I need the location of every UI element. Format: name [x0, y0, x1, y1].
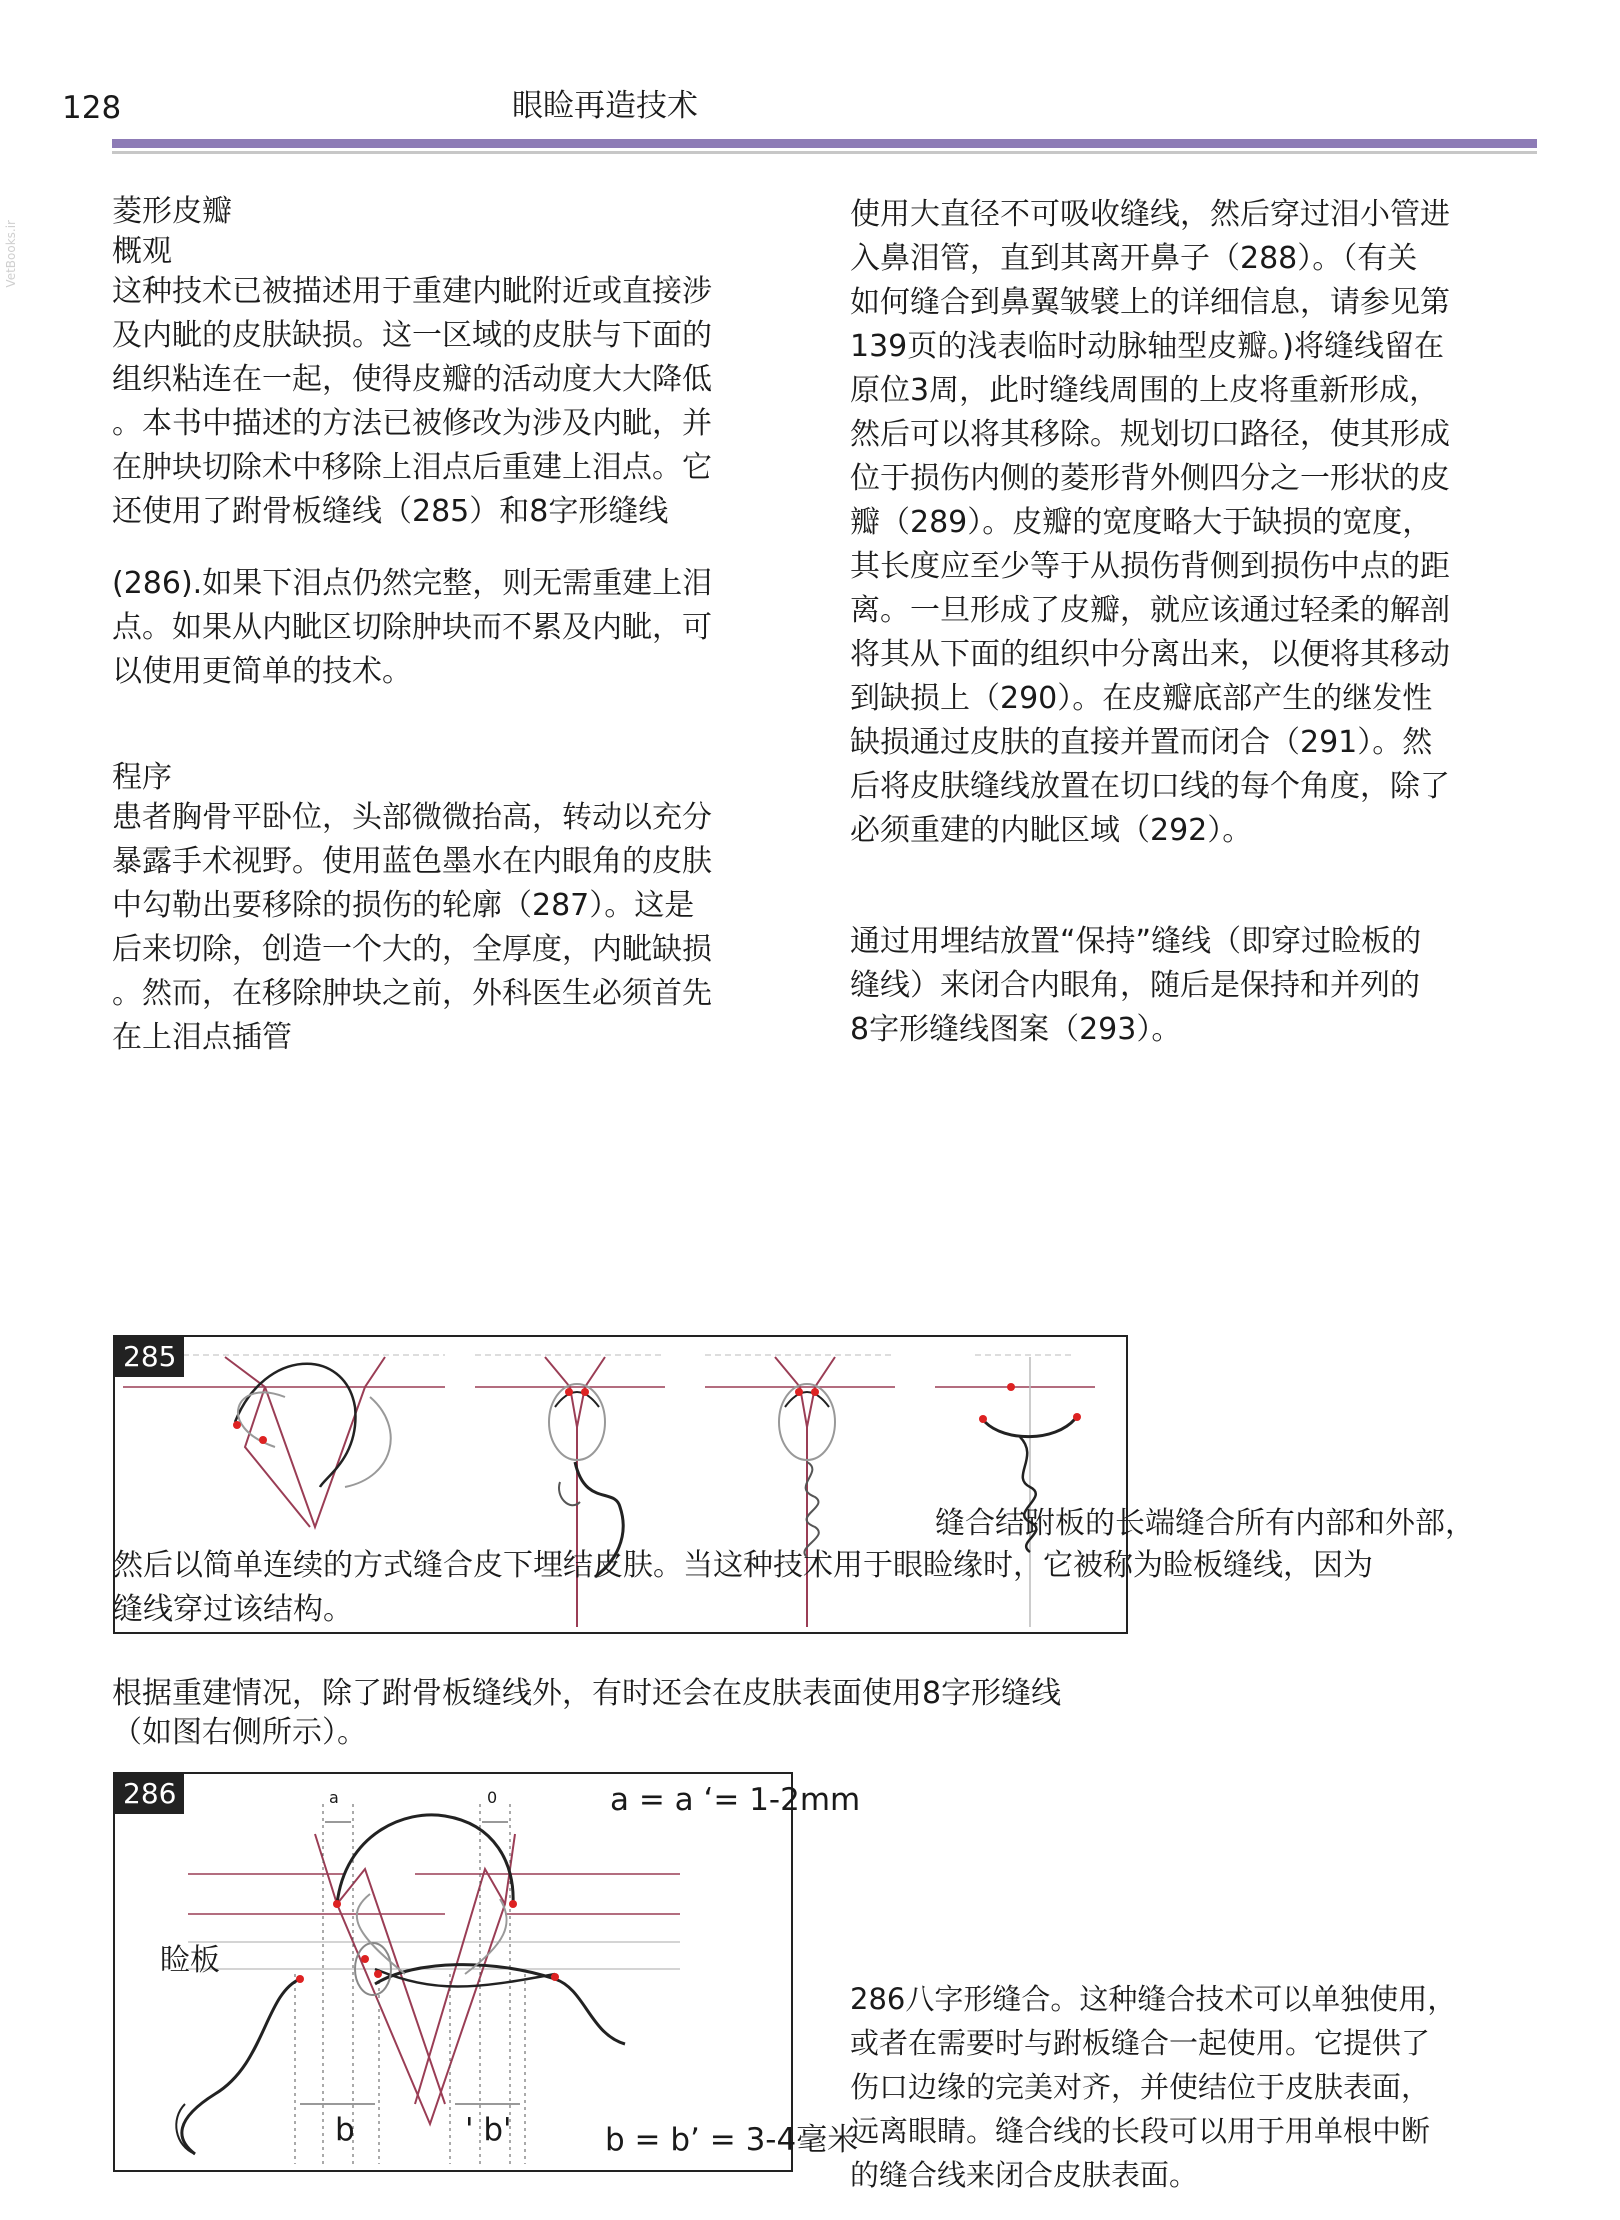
paragraph-line: 8字形缝线图案（293）。: [850, 1012, 1182, 1047]
figure-caption-line: 缝线穿过该结构。: [113, 1592, 353, 1627]
paragraph-line: 通过用埋结放置“保持”缝线（即穿过睑板的: [850, 924, 1422, 959]
paragraph-line: 缝线）来闭合内眼角，随后是保持和并列的: [850, 968, 1420, 1003]
paragraph-line: 后将皮肤缝线放置在切口线的每个角度，除了: [850, 769, 1450, 804]
paragraph-line: 组织粘连在一起，使得皮瓣的活动度大大降低: [112, 362, 712, 397]
paragraph-line: 必须重建的内眦区域（292）。: [850, 813, 1253, 848]
caption-line: 286八字形缝合。这种缝合技术可以单独使用，: [850, 1982, 1457, 2016]
paragraph-line: 139页的浅表临时动脉轴型皮瓣。)将缝线留在: [850, 329, 1444, 364]
page-number: 128: [62, 90, 122, 126]
right-column-para1: [850, 193, 1530, 853]
paragraph-line: 暴露手术视野。使用蓝色墨水在内眼角的皮肤: [112, 844, 712, 879]
running-title: 眼睑再造技术: [512, 88, 698, 124]
paragraph-line: 以使用更简单的技术。: [112, 654, 412, 689]
figure-286: [113, 1772, 861, 2172]
caption-line: 远离眼睛。缝合线的长段可以用于用单根中断: [850, 2114, 1431, 2148]
caption-line: 的缝合线来闭合皮肤表面。: [850, 2158, 1199, 2192]
dimension-label-a-prime: 0: [487, 1788, 498, 1807]
paragraph-line: 在肿块切除术中移除上泪点后重建上泪点。它: [112, 450, 712, 485]
caption-line: 伤口边缘的完美对齐，并使结位于皮肤表面，: [850, 2070, 1431, 2104]
paragraph-line: 瓣（289）。皮瓣的宽度略大于缺损的宽度，: [850, 505, 1433, 540]
header-rule: [112, 139, 1537, 148]
paragraph-line: 还使用了跗骨板缝线（285）和8字形缝线: [112, 494, 669, 529]
eyelid-label: 睑板: [160, 1943, 220, 1978]
paragraph-line: 到缺损上（290）。在皮瓣底部产生的继发性: [850, 681, 1433, 716]
header-rule-shadow: [112, 151, 1537, 154]
paragraph-line: 其长度应至少等于从损伤背侧到损伤中点的距: [850, 549, 1450, 584]
section-heading: 程序: [112, 760, 172, 795]
figure-label: 285: [115, 1337, 184, 1377]
paragraph-line: 中勾勒出要移除的损伤的轮廓（287）。这是: [112, 888, 695, 923]
paragraph-line: 及内眦的皮肤缺损。这一区域的皮肤与下面的: [112, 318, 712, 353]
mid-text: [112, 1672, 1412, 1750]
formula-a: a = a ‘= 1-2mm: [610, 1782, 861, 1818]
paragraph-line: （如图右侧所示）。: [112, 1715, 367, 1750]
paragraph-line: 这种技术已被描述用于重建内眦附近或直接涉: [112, 274, 712, 309]
paragraph-line: 点。如果从内眦区切除肿块而不累及内眦，可: [112, 610, 712, 645]
paragraph-line: 缺损通过皮肤的直接并置而闭合（291）。然: [850, 725, 1433, 760]
dimension-label-b: b: [335, 2112, 355, 2148]
left-column-top: [112, 190, 792, 534]
paragraph-line: 在上泪点插管: [112, 1020, 292, 1055]
figure-caption-line: 缝合结跗板的长端缝合所有内部和外部，: [935, 1506, 1475, 1541]
figure-caption-line: 然后以简单连续的方式缝合皮下埋结皮肤。当这种技术用于眼睑缘时，它被称为睑板缝线，因为: [113, 1548, 1373, 1583]
formula-b: b = b’ = 3-4毫米: [605, 2122, 859, 2158]
paragraph-line: 使用大直径不可吸收缝线，然后穿过泪小管进: [850, 197, 1450, 232]
section-heading: 菱形皮瓣: [112, 194, 232, 229]
left-column-procedure: [112, 760, 792, 1060]
paragraph-line: 如何缝合到鼻翼皱襞上的详细信息，请参见第: [850, 285, 1450, 320]
paragraph-line: 患者胸骨平卧位，头部微微抬高，转动以充分: [112, 800, 712, 835]
figure-286-caption: [850, 1977, 1530, 2197]
paragraph-line: 后来切除，创造一个大的，全厚度，内眦缺损: [112, 932, 712, 967]
left-column-para2: [112, 562, 792, 694]
paragraph-line: 入鼻泪管，直到其离开鼻子（288）。（有关: [850, 241, 1418, 276]
caption-line: 或者在需要时与跗板缝合一起使用。它提供了: [850, 2026, 1431, 2060]
right-column-para2: [850, 920, 1530, 1052]
paragraph-line: 根据重建情况，除了跗骨板缝线外，有时还会在皮肤表面使用8字形缝线: [112, 1676, 1062, 1711]
dimension-label-a: a: [329, 1788, 339, 1807]
figure-285: [113, 1335, 1475, 1634]
paragraph-line: 位于损伤内侧的菱形背外侧四分之一形状的皮: [850, 461, 1450, 496]
paragraph-line: 原位3周，此时缝线周围的上皮将重新形成，: [850, 373, 1440, 408]
paragraph-line: 。本书中描述的方法已被修改为涉及内眦，并: [112, 406, 712, 441]
paragraph-line: 将其从下面的组织中分离出来，以便将其移动: [850, 637, 1450, 672]
figure-label: 286: [115, 1774, 184, 1814]
dimension-label-b-prime: ' b': [465, 2112, 512, 2148]
paragraph-line: 然后可以将其移除。规划切口路径，使其形成: [850, 417, 1450, 452]
paragraph-line: (286).如果下泪点仍然完整，则无需重建上泪: [112, 566, 713, 601]
paragraph-line: 。然而，在移除肿块之前，外科医生必须首先: [112, 976, 712, 1011]
subsection-heading: 概观: [112, 234, 172, 269]
paragraph-line: 离。一旦形成了皮瓣，就应该通过轻柔的解剖: [850, 593, 1450, 628]
watermark: VetBooks.ir: [4, 220, 18, 288]
